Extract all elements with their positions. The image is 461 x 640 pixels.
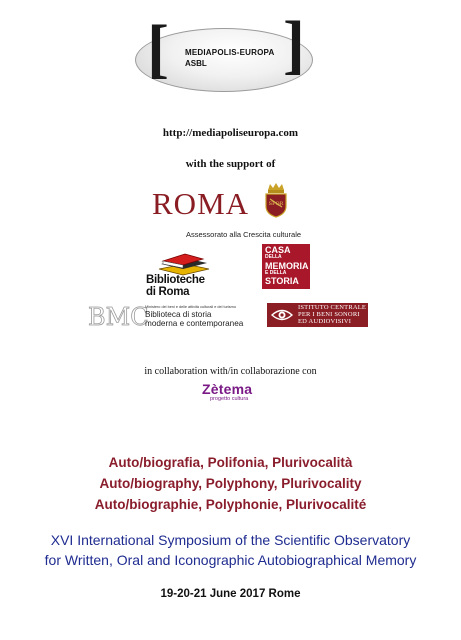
casa-line4: E DELLA <box>265 270 287 276</box>
bmc-line2: moderna e contemporanea <box>145 319 244 328</box>
casa-line5: STORIA <box>265 276 299 286</box>
bmc-logo-mark <box>88 303 149 331</box>
casa-della-memoria-logo <box>262 244 310 289</box>
logo-org-name: MEDIAPOLIS-EUROPA <box>185 48 275 57</box>
symposium-line2: for Written, Oral and Iconographic Autobiographical Memory <box>44 552 417 568</box>
icbsa-line1: ISTITUTO CENTRALE <box>298 304 367 311</box>
symposium-line1: XVI International Symposium of the Scientific Observatory <box>50 532 411 548</box>
title-english: Auto/biography, Polyphony, Plurivocality <box>99 476 362 491</box>
website-url[interactable]: http://mediapoliseuropa.com <box>162 127 299 139</box>
zetema-logo <box>194 379 264 405</box>
mediapolis-europa-logo <box>135 8 318 102</box>
roma-wordmark: ROMA <box>152 186 250 221</box>
eye-icon <box>271 307 293 323</box>
collaboration-label: in collaboration with/in collaborazione con <box>144 366 317 377</box>
assessorato-label: Assessorato alla Crescita culturale <box>186 230 302 239</box>
bmc-ministry-label: Ministero dei beni e delle attività culturali e del turismo <box>145 305 236 309</box>
title-italian: Auto/biografia, Polifonia, Plurivocalità <box>108 455 353 470</box>
title-french: Auto/biographie, Polyphonie, Plurivocalité <box>94 497 367 512</box>
icbsa-line3: ED AUDIOVISIVI <box>298 318 352 325</box>
logo-right-bracket: ] <box>283 8 305 81</box>
biblioteche-di-roma-logo <box>143 251 217 303</box>
icbsa-line2: PER I BENI SONORI <box>298 311 360 318</box>
casa-line2: DELLA <box>265 254 282 260</box>
zetema-tagline: progetto cultura <box>210 396 249 402</box>
casa-line3: MEMORIA <box>265 261 309 271</box>
casa-line1: CASA <box>265 245 291 255</box>
event-dates: 19-20-21 June 2017 Rome <box>160 588 301 600</box>
logo-org-type: ASBL <box>185 59 207 68</box>
bmc-line1: Biblioteca di storia <box>145 310 212 319</box>
roma-crest-icon <box>261 182 291 218</box>
bmc-mark-text: BMC <box>88 303 149 331</box>
biblioteche-line1: Biblioteche <box>146 274 205 286</box>
support-label: with the support of <box>185 158 276 170</box>
logo-left-bracket: [ <box>147 12 169 85</box>
istituto-centrale-logo <box>267 303 368 327</box>
svg-text:SPQR: SPQR <box>268 201 284 207</box>
biblioteche-line2: di Roma <box>146 286 190 298</box>
zetema-wordmark: Zètema <box>202 381 253 397</box>
